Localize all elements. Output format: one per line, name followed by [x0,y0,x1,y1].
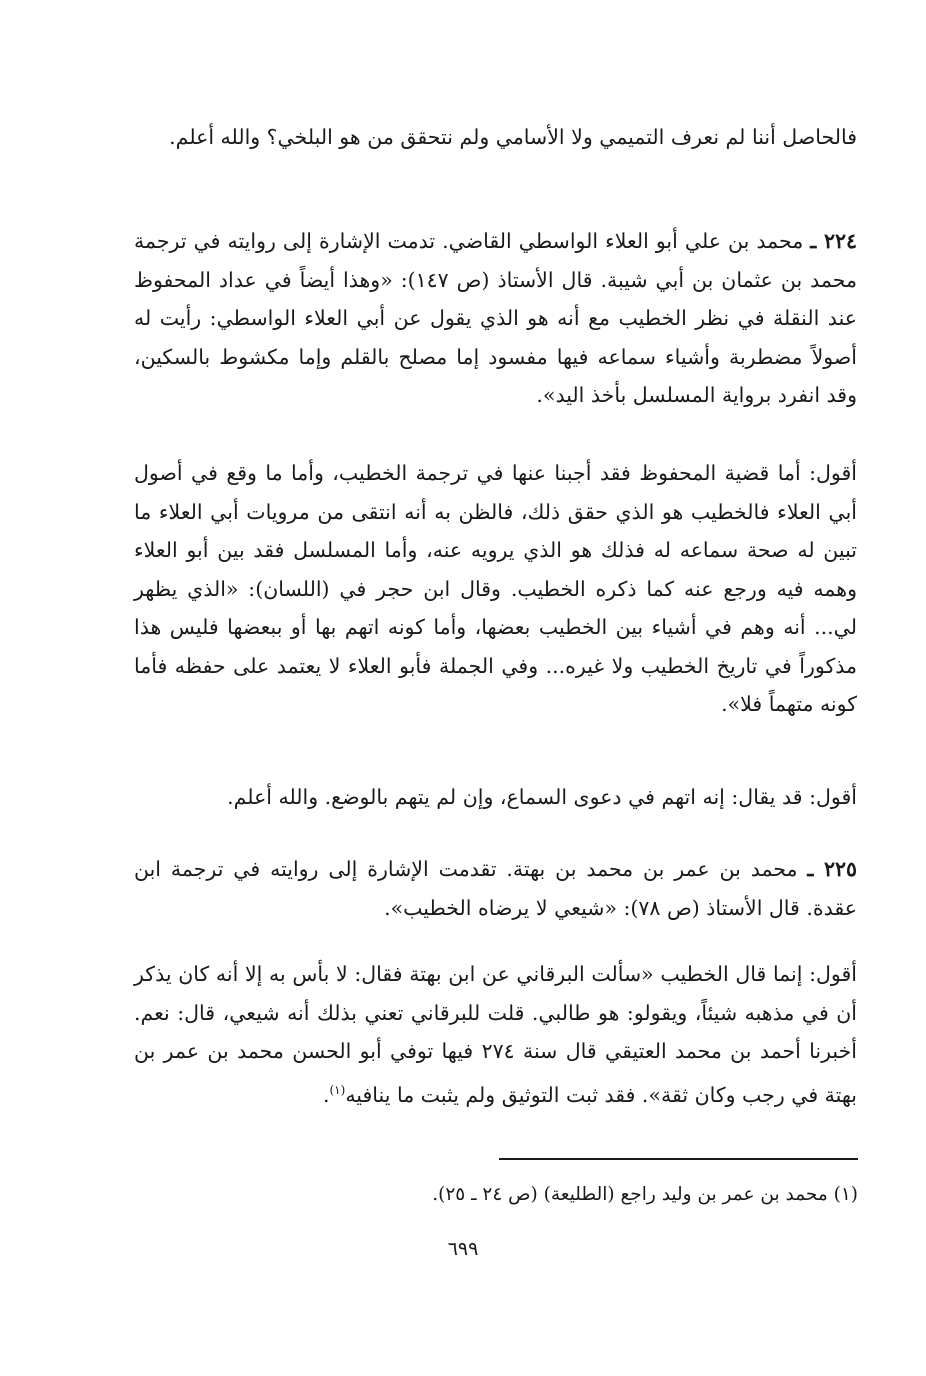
entry-225 [134,850,857,927]
paragraph-conclusion [134,118,857,157]
entry-224 [134,222,857,415]
footnote-marker: (١) [329,1082,346,1097]
paragraph-text: أقول: قد يقال: إنه اتهم في دعوى السماع، وإن لم يتهم بالوضع. والله أعلم. [227,785,857,809]
paragraph-text: محمد بن عمر بن محمد بن بهتة. تقدمت الإشارة إلى روايته في ترجمة ابن عقدة. قال الأستاذ (ص ٧٨): «شيعي لا يرضاه الخطيب». [134,857,857,920]
paragraph-reply-224 [134,454,857,724]
entry-number: ٢٢٥ ـ [807,857,857,881]
paragraph-reply-224-second [134,778,857,817]
paragraph-end: . [322,1082,330,1107]
paragraph-text: فالحاصل أننا لم نعرف التميمي ولا الأسامي ولم نتحقق من هو البلخي؟ والله أعلم. [169,125,857,149]
paragraph-text: أقول: أما قضية المحفوظ فقد أجبنا عنها في ترجمة الخطيب، وأما ما وقع في أصول أبي العلاء فالخطيب هو الذي حقق ذلك، فالظن به أنه انتقى من مرويات أبي العلاء ما تبين له صحة سماعه له فذلك هو الذي يرويه عنه، وأما المسلسل فقد بين أبو العلاء وهمه فيه ورجع عنه كما ذكره الخطيب. وقال ابن حجر في (اللسان): «الذي يظهر لي... أنه وهم في أشياء بين الخطيب بعضها، وأما كونه اتهم بها أو ببعضها فليس هذا مذكوراً في تاريخ الخطيب ولا غيره... وفي الجملة فأبو العلاء لا يعتمد على حفظه فأما كونه متهماً فلا». [134,461,857,716]
paragraph-text: محمد بن علي أبو العلاء الواسطي القاضي. تدمت الإشارة إلى روايته في ترجمة محمد بن عثمان بن أبي شيبة. قال الأستاذ (ص ١٤٧): «وهذا أيضاً في عداد المحفوظ عند النقلة في نظر الخطيب مع أنه هو الذي يقول عن أبي العلاء الواسطي: رأيت له أصولاً مضطربة وأشياء سماعه فيها مفسود إما مصلح بالقلم وإما مكشوط بالسكين، وقد انفرد برواية المسلسل بأخذ اليد». [134,229,857,407]
paragraph-reply-225 [134,955,857,1114]
footnote: (١) محمد بن عمر بن وليد راجع (الطليعة) (ص ٢٤ ـ ٢٥). [432,1184,858,1205]
paragraph-text: أقول: إنما قال الخطيب «سألت البرقاني عن ابن بهتة فقال: لا بأس به إلا أنه كان يذكر أن في مذهبه شيئاً، ويقولو: هو طالبي. قلت للبرقاني تعني بذلك أنه شيعي، قال: نعم. أخبرنا أحمد بن محمد العتيقي قال سنة ٢٧٤ فيها توفي أبو الحسن محمد بن عمر بن بهتة في رجب وكان ثقة». فقد ثبت التوثيق ولم يثبت ما ينافيه [134,962,857,1107]
footnote-divider [499,1158,858,1160]
entry-number: ٢٢٤ ـ [810,229,857,253]
page-number: ٦٩٩ [447,1238,479,1260]
